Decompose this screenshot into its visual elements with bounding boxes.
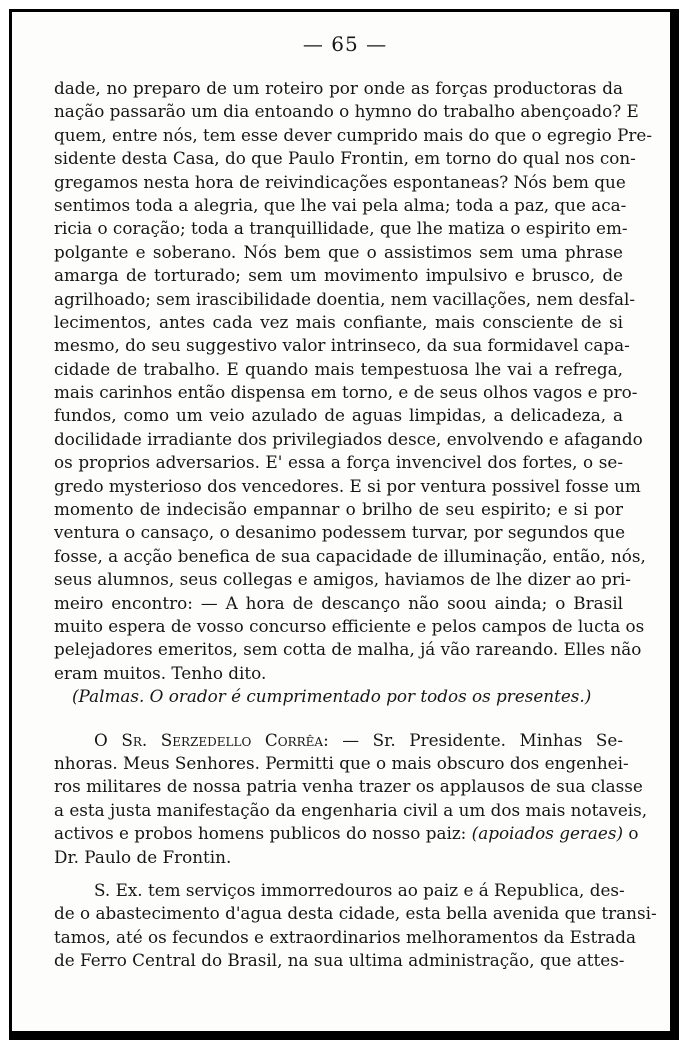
caption: (Palmas. O orador é cumprimentado por todos os presentes.) — [72, 686, 592, 707]
text-line: fosse, a acção benefica de sua capacidade de illuminação, então, nós, — [54, 545, 646, 566]
paragraph-2-line-text: activos e probos homens publicos do nosso paiz: — [54, 823, 467, 844]
document-body — [54, 77, 657, 972]
text-line: meiro encontro: — A hora de descanço não soou ainda; o Brasil — [54, 592, 623, 613]
text-line: momento de indecisão empannar o brilho de seu espirito; e si por — [54, 499, 623, 520]
text-line: mesmo, do seu suggestivo valor intrinseco, da sua formidavel capa- — [54, 335, 630, 356]
text-line: agrilhoado; sem irascibilidade doentia, nem vacillações, nem desfal- — [54, 288, 635, 309]
text-line: os proprios adversarios. E' essa a força invencivel dos fortes, o se- — [54, 452, 623, 473]
paragraph-2-first-line — [54, 729, 623, 752]
text-line: ros militares de nossa patria venha trazer os applausos de sua classe — [54, 776, 643, 797]
paragraph-2-last-line: Dr. Paulo de Frontin. — [54, 846, 232, 867]
text-line: ventura o cansaço, o desanimo podessem turvar, por segundos que — [54, 522, 626, 543]
page-number: — 65 — — [302, 32, 388, 56]
text-line: cidade de trabalho. E quando mais tempestuosa lhe vai a refrega, — [54, 358, 623, 379]
text-line: lecimentos, antes cada vez mais confiante, mais consciente de si — [54, 311, 623, 332]
text-line: sentimos toda a alegria, que lhe vai pela alma; toda a paz, que aca- — [54, 194, 627, 215]
paragraph-2 — [54, 752, 648, 822]
paragraph-1 — [54, 77, 652, 685]
paragraph-2-aside-line — [54, 822, 639, 845]
text-line: pelejadores emeritos, sem cotta de malha, já vão rareando. Elles não — [54, 639, 642, 660]
text-line: muito espera de vosso concurso efficiente e pelos campos de lucta os — [54, 615, 645, 636]
text-line: dade, no preparo de um roteiro por onde as forças productoras da — [54, 78, 623, 98]
paragraph-2-first-line-text: — Sr. Presidente. Minhas Se- — [328, 729, 623, 750]
text-line: de Ferro Central do Brasil, na sua ultima administração, que attes- — [54, 950, 625, 971]
text-line: nhoras. Meus Senhores. Permitti que o mais obscuro dos engenhei- — [54, 752, 629, 773]
text-line: S. Ex. tem serviços immorredouros ao paiz e á Republica, des- — [94, 879, 625, 900]
text-line: mais carinhos então dispensa em torno, e de seus olhos vagos e pro- — [54, 382, 638, 403]
paragraph-3 — [54, 879, 657, 973]
text-line: quem, entre nós, tem esse dever cumprido mais do que o egregio Pre- — [54, 124, 652, 145]
text-line: nação passarão um dia entoando o hymno do trabalho abençoado? E — [54, 101, 639, 122]
text-line: eram muitos. Tenho dito. — [54, 662, 267, 683]
speaker-name: O Sr. Serzedello Corrêa: — [94, 729, 329, 750]
text-line: ricia o coração; toda a tranquillidade, que lhe matiza o espirito em- — [54, 218, 628, 239]
text-line: gregamos nesta hora de reivindicações espontaneas? Nós bem que — [54, 171, 626, 192]
text-line: gredo mysterioso dos vencedores. E si por ventura possivel fosse um — [54, 475, 641, 496]
text-line: polgante e soberano. Nós bem que o assistimos sem uma phrase — [54, 241, 623, 262]
section-gap — [54, 709, 623, 729]
text-line: seus alumnos, seus collegas e amigos, haviamos de lhe dizer ao pri- — [54, 569, 631, 590]
text-line: tamos, até os fecundos e extraordinarios melhoramentos da Estrada — [54, 926, 637, 947]
text-line: docilidade irradiante dos privilegiados desce, envolvendo e afagando — [54, 428, 643, 449]
aside-tail: o — [628, 823, 639, 844]
text-line: a esta justa manifestação da engenharia civil a um dos mais notaveis, — [54, 799, 648, 820]
text-line: sidente desta Casa, do que Paulo Frontin, em torno do qual nos con- — [54, 148, 636, 169]
paragraph-gap — [54, 869, 623, 879]
aside-note: (apoiados geraes) — [471, 823, 624, 844]
text-line: de o abastecimento d'agua desta cidade, esta bella avenida que transi- — [54, 903, 657, 924]
text-line: amarga de torturado; sem um movimento impulsivo e brusco, de — [54, 265, 623, 286]
text-line: fundos, como um veio azulado de aguas limpidas, a delicadeza, a — [54, 405, 623, 426]
